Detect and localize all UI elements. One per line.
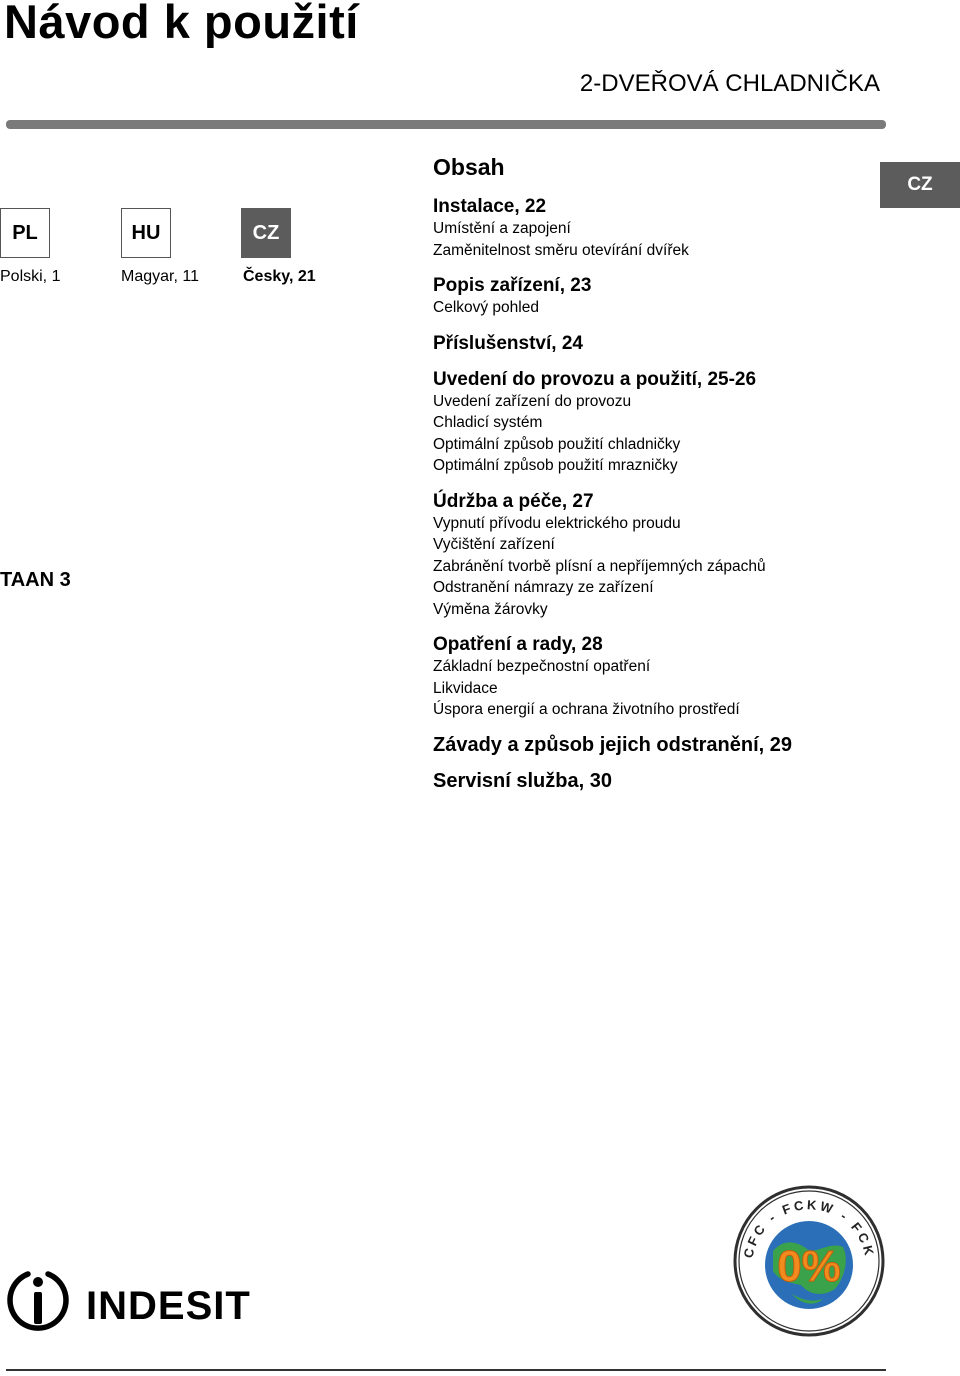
toc-item[interactable]: Výměna žárovky bbox=[433, 600, 548, 618]
toc-item[interactable]: Chladicí systém bbox=[433, 414, 543, 431]
toc-item[interactable]: Likvidace bbox=[433, 679, 498, 697]
toc-item[interactable]: Základní bezpečnostní opatření bbox=[433, 658, 651, 675]
toc-item[interactable]: Optimální způsob použití chladničky bbox=[433, 435, 681, 453]
toc-section-title[interactable]: Příslušenství, 24 bbox=[433, 332, 583, 354]
toc-item[interactable]: Odstranění námrazy ze zařízení bbox=[433, 579, 654, 596]
badge-ring-text: CFC - FCKW - FCK bbox=[740, 1197, 878, 1260]
table-of-contents bbox=[433, 152, 933, 806]
header-divider bbox=[6, 120, 886, 129]
toc-item[interactable]: Optimální způsob použití mrazničky bbox=[433, 457, 678, 474]
product-subtitle: 2-DVEŘOVÁ CHLADNIČKA bbox=[579, 70, 880, 97]
toc-section-title[interactable]: Závady a způsob jejich odstranění, 29 bbox=[433, 733, 792, 756]
toc-section bbox=[433, 274, 933, 319]
toc-section-title[interactable]: Servisní služba, 30 bbox=[433, 769, 612, 792]
model-name: TAAN 3 bbox=[0, 569, 71, 591]
lang-box-cz[interactable]: CZ bbox=[241, 208, 291, 258]
footer-divider bbox=[6, 1369, 886, 1371]
toc-item[interactable]: Úspora energií a ochrana životního prostředí bbox=[433, 701, 740, 718]
lang-label-hu: Magyar, 11 bbox=[121, 268, 199, 285]
toc-section bbox=[433, 770, 933, 793]
toc-section bbox=[433, 195, 933, 261]
toc-section-title[interactable]: Popis zařízení, 23 bbox=[433, 275, 592, 296]
indesit-logo-icon bbox=[4, 1266, 264, 1341]
toc-section-title[interactable]: Údržba a péče, 27 bbox=[433, 490, 594, 512]
toc-section bbox=[433, 368, 933, 477]
toc-item[interactable]: Zabránění tvorbě plísní a nepříjemných zápachů bbox=[433, 557, 766, 575]
toc-item[interactable]: Celkový pohled bbox=[433, 299, 539, 316]
lang-box-pl[interactable]: PL bbox=[0, 208, 50, 258]
toc-section bbox=[433, 734, 933, 757]
toc-section-title[interactable]: Opatření a rady, 28 bbox=[433, 634, 603, 655]
page-title: Návod k použití bbox=[4, 0, 359, 48]
toc-item[interactable]: Umístění a zapojení bbox=[433, 220, 571, 237]
toc-item[interactable]: Vypnutí přívodu elektrického proudu bbox=[433, 514, 681, 532]
toc-section-title[interactable]: Instalace, 22 bbox=[433, 196, 547, 217]
toc-heading: Obsah bbox=[433, 154, 505, 180]
lang-box-hu[interactable]: HU bbox=[121, 208, 171, 258]
lang-label-pl: Polski, 1 bbox=[0, 268, 61, 285]
toc-section bbox=[433, 490, 933, 621]
toc-section bbox=[433, 332, 933, 355]
cfc-free-globe-icon bbox=[733, 1185, 885, 1342]
language-side-tab: CZ bbox=[880, 162, 960, 208]
toc-item[interactable]: Uvedení zařízení do provozu bbox=[433, 392, 632, 410]
toc-item[interactable]: Zaměnitelnost směru otevírání dvířek bbox=[433, 241, 689, 259]
lang-label-cz: Česky, 21 bbox=[243, 268, 316, 285]
badge-center-text: 0% bbox=[777, 1242, 841, 1291]
brand-name: INDESIT bbox=[86, 1284, 251, 1328]
toc-section bbox=[433, 633, 933, 721]
toc-sections bbox=[433, 195, 933, 793]
toc-section-title[interactable]: Uvedení do provozu a použití, 25-26 bbox=[433, 368, 757, 390]
toc-item[interactable]: Vyčištění zařízení bbox=[433, 536, 555, 553]
